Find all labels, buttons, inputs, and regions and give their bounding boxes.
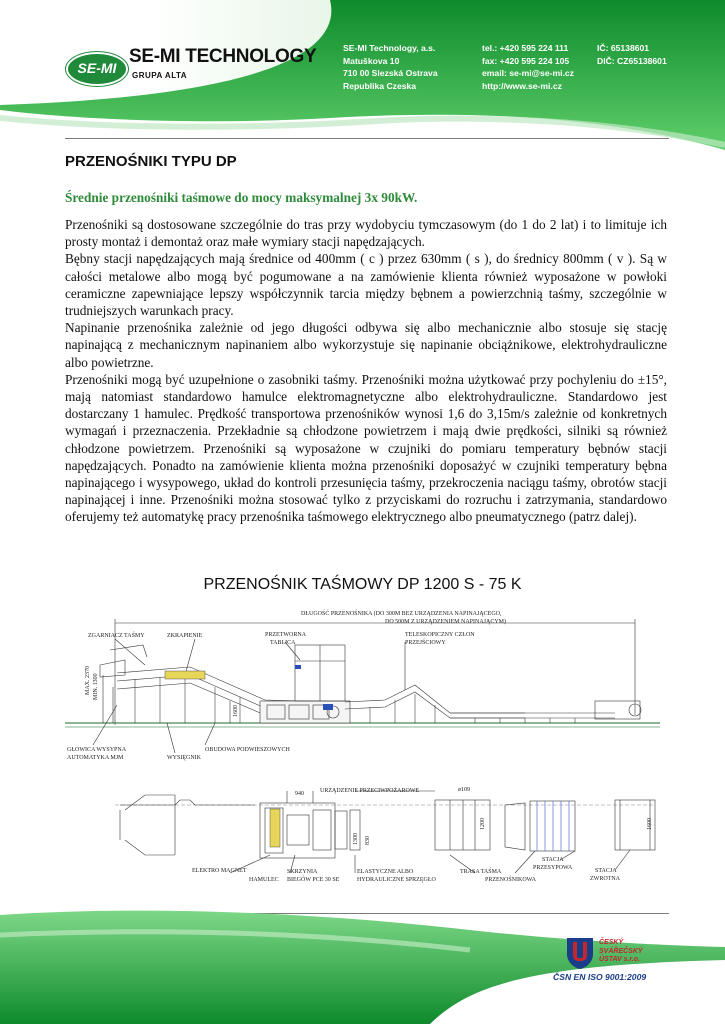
logo-mark — [66, 52, 128, 86]
document-subtitle: Średnie przenośniki taśmowe do mocy maksymalnej 3x 90kW. — [65, 190, 418, 205]
document-title: PRZENOŚNIKI TYPU DP — [65, 153, 237, 170]
technical-drawing — [55, 605, 667, 910]
header-address — [343, 42, 438, 92]
label-transfer-table-2: TABLICA — [270, 640, 296, 646]
shield-icon — [565, 936, 595, 970]
label-tail-station-1: STACJA — [542, 857, 564, 863]
label-transfer-table-1: PRZETWORNA — [265, 632, 306, 638]
label-electro-magnet: ELEKTRO MAGNET — [192, 868, 247, 874]
drawing-lines — [55, 605, 667, 910]
label-brake: HAMULEC — [249, 877, 279, 883]
label-belt-cleaner: ZGARNIACZ TAŚMY — [88, 633, 145, 639]
header-contact — [482, 42, 574, 92]
label-gearbox-2: BIEGÓW PCE 30 SE — [287, 877, 340, 883]
paragraph: Napinanie przenośnika zależnie od jego długości odbywa się albo mechanicznie albo stosuje się stację napinającą z mechanicznym napinaniem albo wykorzystuje się napinanie obciążnikowe, elektrohydrauliczne albo powietrzne. — [65, 320, 667, 370]
label-boom: WYSIĘGNIK — [167, 755, 201, 761]
label-coupling-1: ELASTYCZNE ALBO — [357, 869, 414, 875]
contact-fax: fax: +420 595 224 105 — [482, 55, 570, 66]
dim-plan-width: 940 — [295, 791, 304, 797]
logo-group: GRUPA ALTA — [132, 71, 188, 80]
header-ids — [597, 42, 667, 67]
dim-diameter: ø109 — [458, 787, 470, 793]
iso-certification: ČSN EN ISO 9001:2009 — [553, 972, 647, 982]
label-support-housing: OBUDOWA PODWIESZOWYCH — [205, 747, 290, 753]
label-return-station-2: ZWROTNA — [590, 876, 620, 882]
label-gearbox-1: SKRZYNIA — [287, 869, 318, 875]
header-divider — [65, 138, 669, 139]
contact-email[interactable]: email: se-mi@se-mi.cz — [482, 68, 574, 78]
label-coupling-2: HYDRAULICZNE SPRZĘGŁO — [357, 877, 436, 883]
length-note-line2: DO 500M Z URZĄDZENIEM NAPINAJĄCYM) — [385, 619, 506, 625]
label-telescopic-2: PRZEJŚCIOWY — [405, 640, 446, 646]
label-telescopic-1: TELESKOPICZNY CZŁON — [405, 632, 475, 638]
cert-line: ČESKÝ — [599, 939, 624, 946]
dim-belt-width: 1200 — [480, 818, 486, 830]
certification-name — [599, 939, 643, 965]
company-vat-id: DIČ: CZ65138601 — [597, 55, 667, 66]
label-discharge-head-1: GŁOWICA WYSYPNA — [67, 747, 127, 753]
dim-plan-1300: 1300 — [353, 833, 359, 845]
cert-line: ÚSTAV s.r.o. — [599, 956, 640, 963]
label-belt-route-2: PRZENOŚNIKOWA — [485, 877, 536, 883]
label-tail-station-2: PRZESYPOWA — [533, 865, 573, 871]
drawing-title: PRZENOŚNIK TAŚMOWY DP 1200 S - 75 K — [203, 576, 522, 593]
logo-name: SE-MI TECHNOLOGY — [129, 46, 317, 67]
dim-max: MAX. 2370 — [85, 665, 91, 695]
length-note-line1: DŁUGOŚĆ PRZENOŚNIKA (DO 300M BEZ URZĄDZENIA NAPINAJĄCEGO, — [301, 611, 502, 617]
address-line: Republika Czeska — [343, 80, 417, 91]
paragraph: Bębny stacji napędzających mają średnice od 400mm ( c ) przez 630mm ( s ), do średnicy 800mm ( v ). Są w całości metalowe albo mogą być pogumowane a na zamówienie klienta również wyposażone w powłoki ceramiczne zapewniające lepszy współczynnik tarcia między bębnem a powierzchnią taśmy, szczególnie w trudniejszych warunkach pracy. — [65, 251, 667, 319]
dim-min: MIN. 1300 — [93, 673, 99, 700]
cert-line: SVÁŘEČSKÝ — [599, 947, 643, 955]
label-belt-route-1: TRASA TAŚMA — [460, 869, 502, 875]
label-scraper: ZKRAPIENIE — [167, 633, 203, 639]
address-line: SE-MI Technology, a.s. — [343, 43, 436, 53]
contact-website[interactable]: http://www.se-mi.cz — [482, 80, 562, 91]
label-fire-device: URZĄDZENIE PRZECIWPOŻAROWE — [320, 788, 420, 794]
dim-tail-width: 1600 — [647, 818, 653, 830]
document-body — [65, 216, 667, 526]
label-discharge-head-2: AUTOMATYKA MJM — [67, 755, 124, 761]
paragraph: Przenośniki są dostosowane szczególnie do tras przy wydobyciu tymczasowym (do 1 do 2 lat) i to limituje ich prosty montaż i demontaż oraz małe wymiary stacji napędzających. — [65, 217, 667, 250]
company-id: IČ: 65138601 — [597, 43, 650, 53]
dim-height: 1600 — [233, 705, 239, 717]
contact-phone: tel.: +420 595 224 111 — [482, 43, 569, 53]
footer-wave-background — [0, 905, 725, 1024]
label-return-station-1: STACJA — [595, 868, 617, 874]
dim-plan-830: 830 — [365, 836, 371, 845]
paragraph: Przenośniki mogą być uzupełnione o zasobniki taśmy. Przenośniki można użytkować przy pochyleniu do ±15°, mają natomiast standardowo hamulce elektromagnetyczne albo elektrohydrauliczne. Standardowo jest dostarczany 1 hamulec. Prędkość transportowa przenośników wynosi 1,6 do 3,15m/s zależnie od konkretnych wymagań i przeznaczenia. Przekładnie są chłodzone powietrzem i mają dwie prędkości, silniki są również chłodzone powietrzem. Przenośniki są wyposażone w czujniki do pomiaru temperatury bębnów stacji napędzających. Ponadto na zamówienie klienta można przenośniki doposażyć w czujniki temperatury bębna napinającego i wysypowego, układ do kontroli przesunięcia taśmy, przekroczenia naciągu taśmy, obrotów stacji napinającej i inne. Przenośniki można stosować tylko z przyciskami do rozruchu i zatrzymania, standardowo oferujemy też automatykę pracy przenośnika taśmowego elektrycznego albo pneumatycznego (patrz dalej). — [65, 371, 667, 525]
address-line: 710 00 Slezská Ostrava — [343, 68, 438, 78]
logo-mark-text: SE-MI — [77, 60, 117, 76]
address-line: Matuškova 10 — [343, 55, 400, 66]
